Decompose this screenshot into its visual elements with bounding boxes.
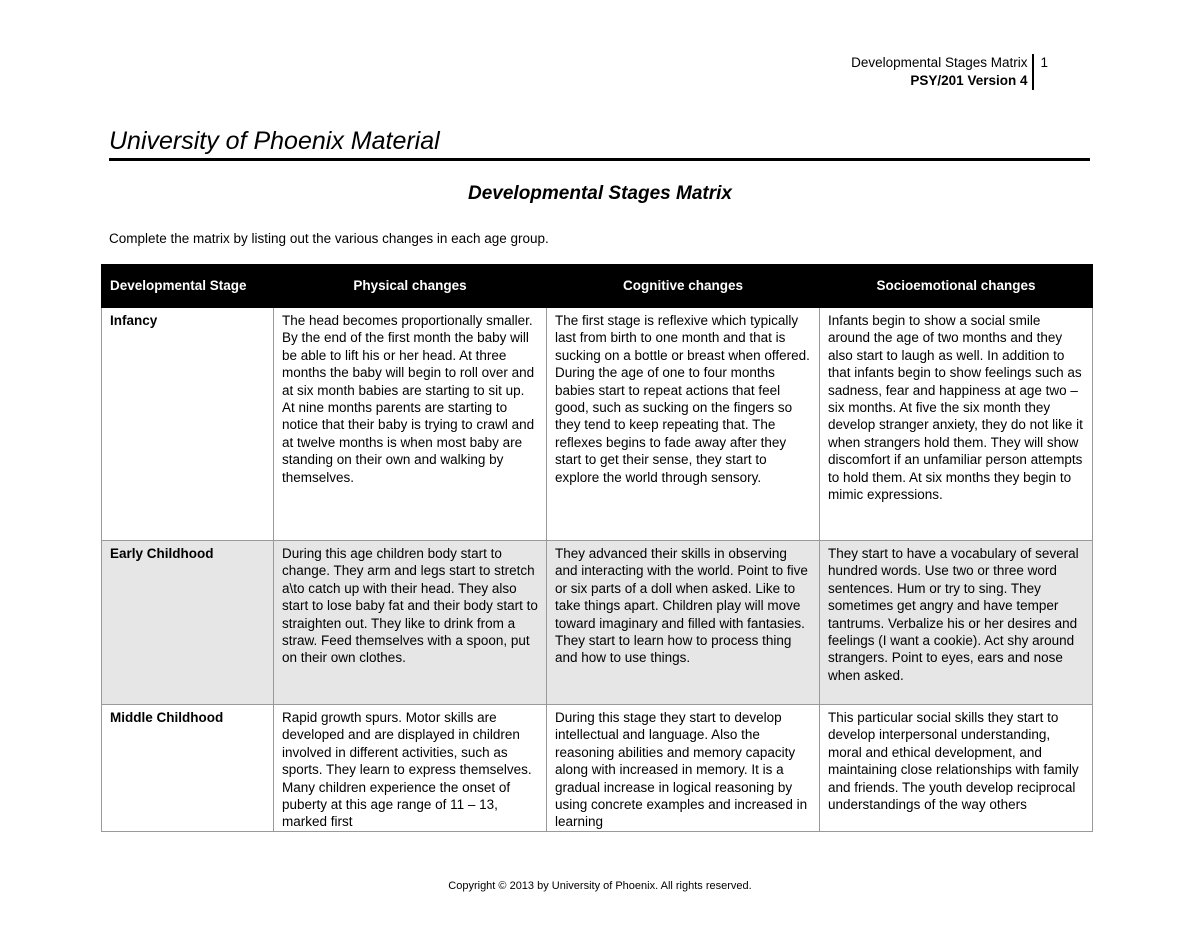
table-row (102, 705, 1093, 832)
socioemotional-cell: They start to have a vocabulary of several hundred words. Use two or three word sentences. Hum or try to sing. They sometimes get angry and have temper tantrums. Verbalize his or her desires and feelings (I want a cookie). Act shy around strangers. Point to eyes, ears and nose when asked. (820, 541, 1093, 705)
header-text (851, 54, 1032, 90)
physical-cell: The head becomes proportionally smaller. By the end of the first month the baby will be able to lift his or her head. At three months the baby will begin to roll over and at six month babies are starting to sit up. At nine months parents are starting to notice that their baby is trying to crawl and at twelve months is when most baby are standing on their own and walking by themselves. (274, 308, 547, 541)
stage-text: Middle Childhood (110, 710, 224, 725)
instructions: Complete the matrix by listing out the various changes in each age group. (109, 231, 549, 246)
socioemotional-text: This particular social skills they start to develop interpersonal understanding, moral and ethical development, and maintaining close relationships with family and friends. The youth develop reciprocal understandings of the way others (828, 710, 1079, 813)
stage-cell: Early Childhood (102, 541, 274, 705)
physical-cell: During this age children body start to change. They arm and legs start to stretch a\to catch up with their head. They also start to lose baby fat and their body start to straighten out. They like to drink from a straw. Feed themselves with a spoon, put on their own clothes. (274, 541, 547, 705)
stage-cell (102, 705, 274, 832)
cognitive-cell (547, 705, 820, 832)
page-header (851, 54, 1048, 90)
socioemotional-cell: Infants begin to show a social smile around the age of two months and they also start to laugh as well. In addition to that infants begin to show feelings such as sadness, fear and happiness at age two – six months. At five the six month they develop stranger anxiety, they do not like it when strangers hold them. They will show discomfort if an unfamiliar person attempts to hold them. At six months they begin to mimic expressions. (820, 308, 1093, 541)
column-header-socioemotional: Socioemotional changes (820, 265, 1093, 308)
cognitive-text: During this stage they start to develop intellectual and language. Also the reasoning abilities and memory capacity along with increased in memory. It is a gradual increase in logical reasoning by using concrete examples and increased in learning (555, 710, 808, 829)
table-header-row (102, 265, 1093, 308)
university-title: University of Phoenix Material (109, 126, 1090, 161)
copyright-footer: Copyright © 2013 by University of Phoenix. All rights reserved. (448, 880, 752, 892)
cognitive-cell: They advanced their skills in observing and interacting with the world. Point to five or six parts of a doll when asked. Like to take things apart. Children play will move toward imaginary and filled with fantasies. They start to learn how to process thing and how to use things. (547, 541, 820, 705)
document-title: Developmental Stages Matrix (468, 183, 732, 204)
column-header-physical: Physical changes (274, 265, 547, 308)
socioemotional-cell (820, 705, 1093, 832)
table-row (102, 541, 1093, 705)
physical-text: Rapid growth spurs. Motor skills are developed and are displayed in children involved in different activities, such as sports. They learn to express themselves. Many children experience the onset of puberty at this age range of 11 – 13, marked first (282, 710, 532, 829)
page-number: 1 (1032, 54, 1048, 90)
header-title: Developmental Stages Matrix (851, 55, 1028, 70)
column-header-stage: Developmental Stage (102, 265, 274, 308)
physical-cell (274, 705, 547, 832)
header-course: PSY/201 Version 4 (910, 73, 1028, 88)
column-header-cognitive: Cognitive changes (547, 265, 820, 308)
cognitive-cell: The first stage is reflexive which typically last from birth to one month and that is sucking on a bottle or breast when offered. During the age of one to four months babies start to repeat actions that feel good, such as sucking on the fingers so they tend to keep repeating that. The reflexes begins to fade away after they start to get their sense, they start to explore the world through sensory. (547, 308, 820, 541)
developmental-stages-matrix (101, 264, 1093, 832)
table-row (102, 308, 1093, 541)
stage-cell: Infancy (102, 308, 274, 541)
